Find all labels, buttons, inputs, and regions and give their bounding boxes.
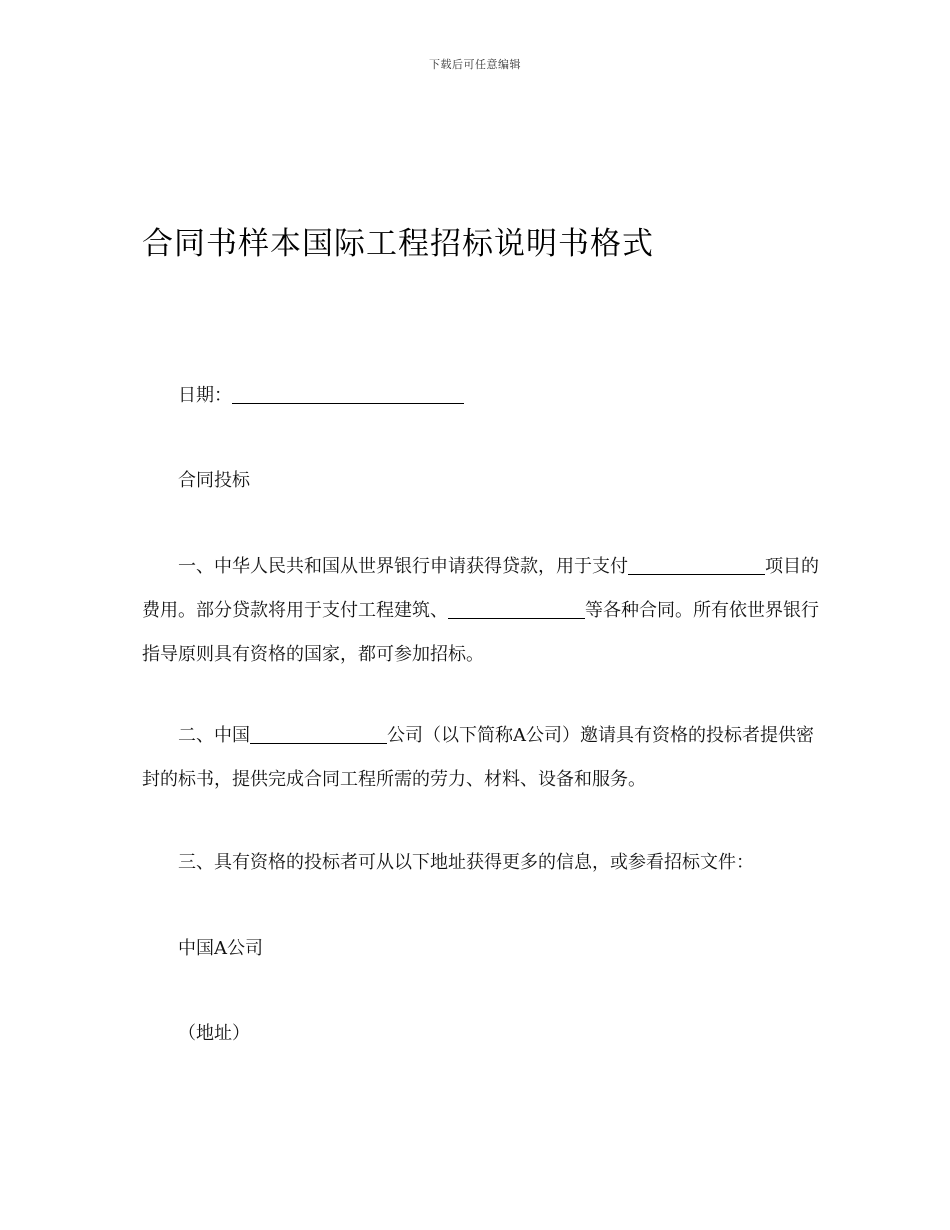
contract-type-blank [448, 598, 585, 619]
company-address: （地址） [178, 1023, 250, 1044]
section-heading: 合同投标 [178, 470, 250, 491]
project-blank [628, 554, 765, 575]
paragraph-three: 三、具有资格的投标者可从以下地址获得更多的信息，或参看招标文件： [178, 852, 754, 873]
paragraph-one-text-2: 项目的费用。部分贷款将用于支付工程建筑、 [142, 556, 819, 621]
paragraph-two-text-2: 公司（以下简称A公司）邀请具有资格的投标者提供密封的标书，提供完成合同工程所需的劳力、材料、设备和服务。 [142, 725, 814, 790]
paragraph-one [142, 545, 822, 677]
paragraph-one-text-1: 一、中华人民共和国从世界银行申请获得贷款，用于支付 [178, 556, 628, 577]
document-title: 合同书样本国际工程招标说明书格式 [142, 226, 654, 262]
paragraph-two-text-1: 二、中国 [178, 725, 250, 746]
date-label: 日期： [178, 385, 232, 406]
paragraph-two [142, 714, 822, 802]
page-header-note: 下载后可任意编辑 [429, 58, 521, 71]
date-line [142, 374, 822, 418]
date-blank [232, 383, 464, 404]
company-name: 中国A公司 [178, 938, 263, 959]
paragraph-one-text-3: 等各种合同。所有依世界银行指导原则具有资格的国家，都可参加招标。 [142, 600, 819, 665]
company-blank [250, 723, 387, 744]
